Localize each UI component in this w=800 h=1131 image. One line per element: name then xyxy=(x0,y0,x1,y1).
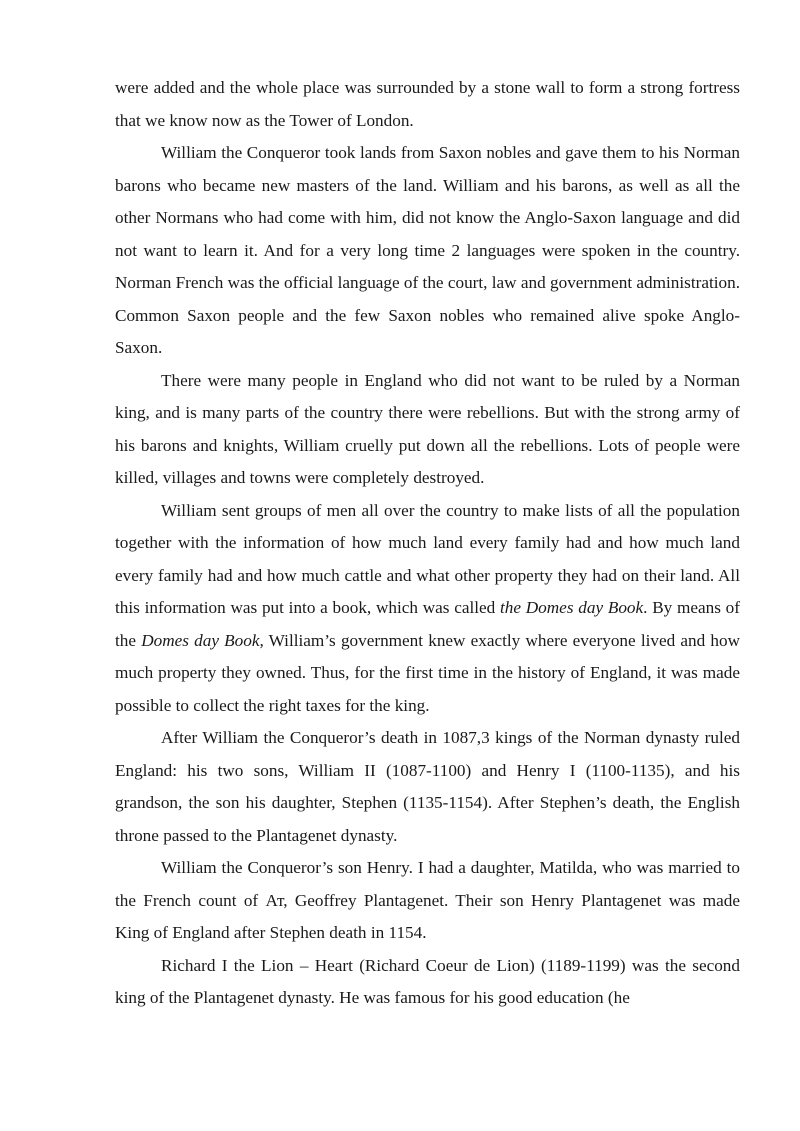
domesday-book-title: the Domes day Book xyxy=(500,598,644,617)
paragraph-domesday-book xyxy=(115,495,740,723)
domesday-text-middle: . By means of the xyxy=(115,598,740,650)
paragraph-richard-lionheart: Richard I the Lion – Heart (Richard Coeur de Lion) (1189-1199) was the second king of the Plantagenet dynasty. He was famous for his good education (he xyxy=(115,955,740,1007)
paragraph-tower-of-london: were added and the whole place was surrounded by a stone wall to form a strong fortress that we know now as the Tower of London. xyxy=(115,78,740,130)
domesday-text-before: William sent groups of men all over the country to make lists of all the population together with the information of how much land every family had and how much land every family had and how much cattle and what other property they had on their land. All this information was put into a book, which was called xyxy=(115,500,740,617)
paragraph-norman-dynasty: After William the Conqueror’s death in 1087,3 kings of the Norman dynasty ruled England: his two sons, William II (1087-1100) and Henry I (1100-1135), and his grandson, the son his daughter, Stephen (1135-1154). After Stephen’s death, the English throne passed to the Plantagenet dynasty. xyxy=(115,728,740,845)
paragraph-norman-barons: William the Conqueror took lands from Saxon nobles and gave them to his Norman barons who became new masters of the land. William and his barons, as well as all the other Normans who had come with him, did not know the Anglo-Saxon language and did not want to learn it. And for a very long time 2 languages were spoken in the country. Norman French was the official language of the court, law and government administration. Common Saxon people and the few Saxon nobles who remained alive spoke Anglo-Saxon. xyxy=(115,143,740,357)
paragraph-rebellions: There were many people in England who did not want to be ruled by a Norman king, and is many parts of the country there were rebellions. But with the strong army of his barons and knights, William cruelly put down all the rebellions. Lots of people were killed, villages and towns were completely destroyed. xyxy=(115,370,740,487)
domesday-text-after: William’s government knew exactly where everyone lived and how much property they owned. Thus, for the first time in the history of England, it was made possible to collect the right taxes for the king. xyxy=(115,630,740,715)
body-text xyxy=(115,72,740,1015)
paragraph-matilda: William the Conqueror’s son Henry. I had a daughter, Matilda, who was married to the French count of Ат, Geoffrey Plantagenet. Their son Henry Plantagenet was made King of England after Stephen death in 1154. xyxy=(115,858,740,942)
domesday-book-reference: Domes day Book, xyxy=(141,630,264,650)
